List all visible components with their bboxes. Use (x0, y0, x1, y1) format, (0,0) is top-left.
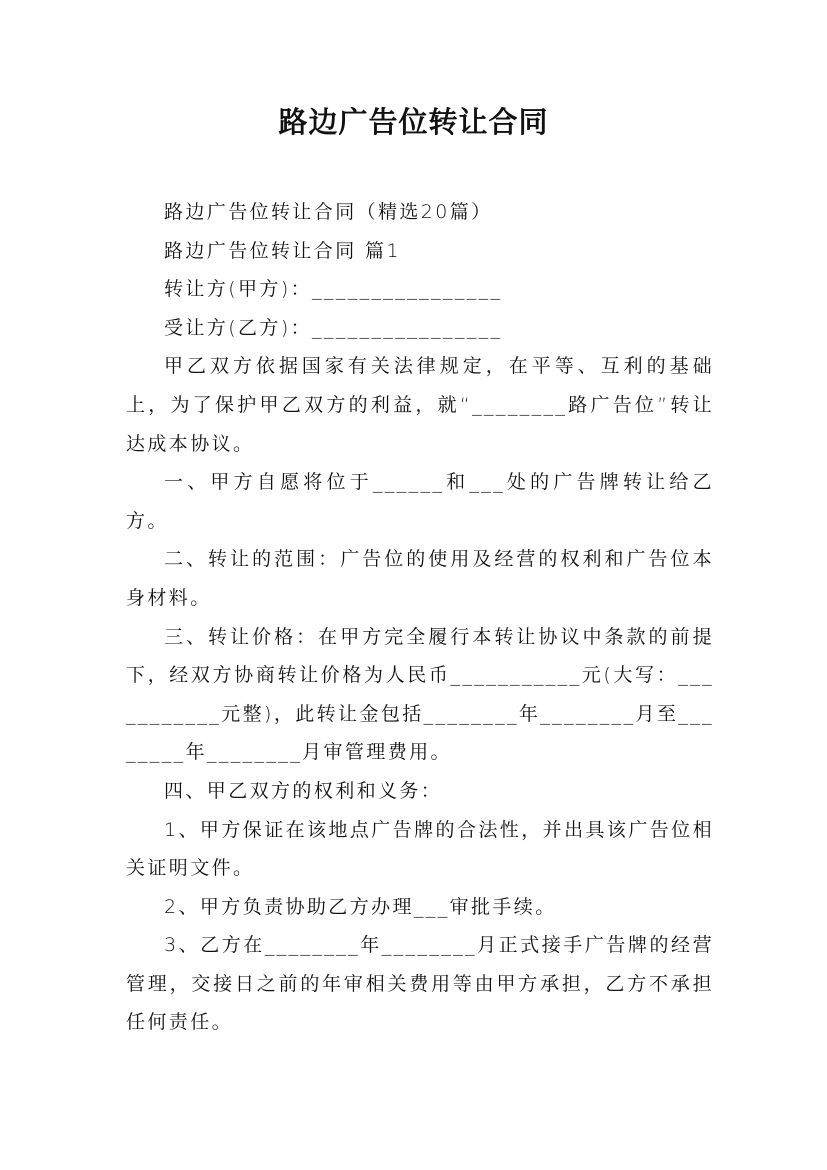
paragraph-preamble: 甲乙双方依据国家有关法律规定，在平等、互利的基础上，为了保护甲乙双方的利益，就“________路广告位”转让达成本协议。 (126, 355, 714, 455)
document-body (126, 193, 714, 1042)
paragraph-subtitle: 路边广告位转让合同（精选20篇） (164, 201, 493, 223)
paragraph-clause-4: 四、甲乙双方的权利和义务： (164, 779, 443, 802)
paragraph-clause-2: 二、转让的范围：广告位的使用及经营的权利和广告位本身材料。 (126, 548, 714, 609)
paragraph-item-3: 3、乙方在________年________月正式接手广告牌的经营管理，交接日之前的年审相关费用等由甲方承担，乙方不承担任何责任。 (126, 934, 714, 1034)
paragraph-transferor: 转让方(甲方)：________________ (164, 278, 503, 301)
paragraph-clause-1: 一、甲方自愿将位于______和___处的广告牌转让给乙方。 (126, 471, 714, 532)
paragraph-transferee: 受让方(乙方)：________________ (164, 316, 503, 339)
paragraph-item-2: 2、甲方负责协助乙方办理___审批手续。 (164, 895, 557, 918)
paragraph-section-heading: 路边广告位转让合同 篇1 (164, 239, 401, 262)
document-title: 路边广告位转让合同 (278, 105, 549, 139)
paragraph-item-1: 1、甲方保证在该地点广告牌的合法性，并出具该广告位相关证明文件。 (126, 818, 714, 880)
paragraph-clause-3: 三、转让价格：在甲方完全履行本转让协议中条款的前提下，经双方协商转让价格为人民币___________元(大写：___________元整)，此转让金包括________年________月至________年________月审管理费用。 (126, 625, 714, 764)
